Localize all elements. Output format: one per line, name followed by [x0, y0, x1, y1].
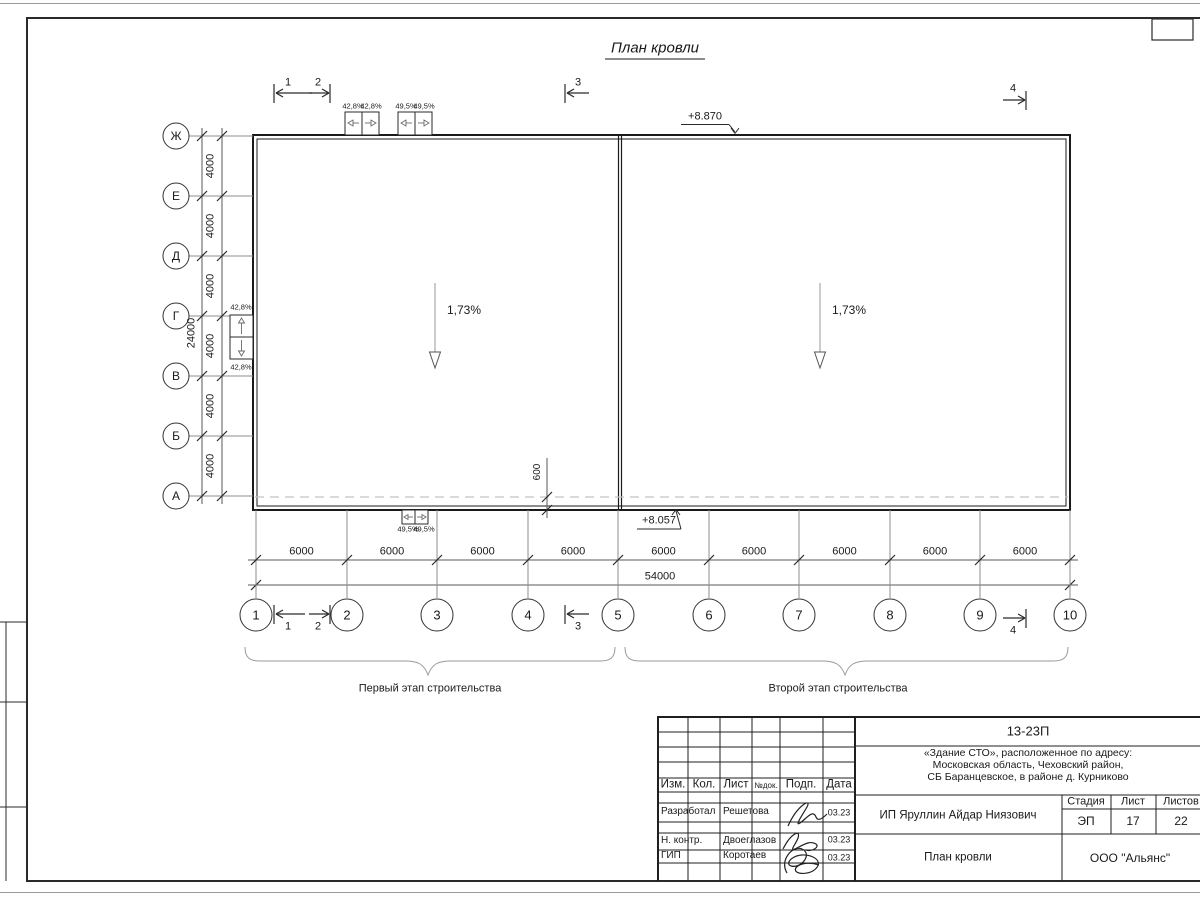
tb-col-list: Лист — [723, 778, 749, 791]
dimension-lines — [202, 128, 1078, 585]
col-dim-label: 6000 — [741, 545, 767, 558]
tb-address-line3: СБ Баранцевское, в районе д. Курниково — [927, 770, 1129, 783]
row-dim-label: 4000 — [204, 393, 217, 419]
tb-client: ИП Яруллин Айдар Ниязович — [879, 809, 1037, 822]
sheet-title: План кровли — [605, 41, 705, 60]
col-axis-label: 6 — [705, 607, 713, 623]
slope-arrow-left — [430, 283, 441, 368]
stage2-label: Второй этап строительства — [768, 682, 908, 695]
tb-sheet-label: Лист — [1121, 795, 1145, 808]
section-mark-2-top: 2 — [314, 76, 322, 89]
tb-project-code: 13-23П — [1006, 723, 1050, 739]
row-total-dim: 24000 — [185, 317, 198, 349]
col-dim-label: 6000 — [922, 545, 948, 558]
col-dim-label: 6000 — [651, 545, 676, 558]
tb-stage-value: ЭП — [1077, 814, 1095, 828]
col-dim-label: 6000 — [470, 545, 495, 558]
hatch-left-label: 42,8% — [230, 362, 252, 372]
row-axis-label: Ж — [170, 129, 182, 143]
col-axis-label: 4 — [524, 607, 532, 623]
tb-col-kol: Кол. — [692, 778, 716, 791]
col-dim-label: 6000 — [832, 545, 857, 558]
tb-role-developer: Разработал — [661, 806, 716, 817]
row-dim-label: 4000 — [204, 333, 217, 359]
parapet-offset-label: 600 — [532, 463, 543, 481]
row-axis-label: В — [171, 369, 181, 383]
tb-company: ООО "Альянс" — [1089, 851, 1171, 865]
col-axis-label: 1 — [252, 607, 260, 623]
tb-sheet-value: 17 — [1126, 814, 1140, 828]
roof-hatch-boxes-top — [345, 112, 432, 135]
roof-outline-inner — [257, 139, 1066, 506]
tb-address-line1: «Здание СТО», расположенное по адресу: — [923, 746, 1133, 759]
section-mark-4-top: 4 — [1009, 82, 1017, 95]
row-axis-label: Г — [172, 309, 180, 323]
slope-label-right: 1,73% — [832, 303, 867, 317]
tb-sheet-title: План кровли — [924, 851, 992, 864]
tb-name-gip: Коротаев — [723, 850, 767, 861]
col-axis-label: 9 — [976, 607, 984, 623]
tb-address-line2: Московская область, Чеховский район, — [932, 758, 1124, 771]
tb-role-ncontr: Н. контр. — [661, 835, 703, 846]
section-mark-3-bottom: 3 — [574, 620, 582, 633]
hatch-top-label: 49,5% — [395, 101, 417, 111]
tb-col-izm: Изм. — [660, 778, 686, 791]
section-mark-4-bottom: 4 — [1009, 624, 1017, 637]
hatch-bottom-label: 49,5% — [413, 524, 435, 534]
stage1-brace — [245, 647, 615, 675]
elevation-bottom-label: +8.057 — [642, 514, 676, 527]
tb-role-gip: ГИП — [661, 850, 681, 861]
row-axis-label: Б — [172, 429, 180, 443]
signature-reshetova — [788, 803, 827, 826]
tb-date-gip: 03.23 — [827, 852, 851, 863]
col-dim-label: 6000 — [560, 545, 586, 558]
section-mark-1-top: 1 — [284, 76, 292, 89]
col-total-dim: 54000 — [644, 570, 676, 583]
col-axis-label: 3 — [433, 607, 441, 623]
row-dim-label: 4000 — [204, 213, 217, 239]
hatch-top-label: 42,8% — [360, 101, 382, 111]
slope-label-left: 1,73% — [447, 303, 482, 317]
hatch-bottom-label: 49,5% — [397, 524, 419, 534]
row-dim-label: 4000 — [204, 453, 217, 479]
tb-stage-label: Стадия — [1067, 795, 1105, 808]
col-axis-label: 10 — [1062, 607, 1078, 623]
hatch-top-label: 49,5% — [413, 101, 435, 111]
signature-korotaev — [785, 848, 819, 873]
stage1-label: Первый этап строительства — [358, 682, 502, 695]
col-axis-label: 5 — [614, 607, 622, 623]
tb-date-ncontr: 03.23 — [827, 834, 851, 845]
section-mark-1-bottom: 1 — [284, 620, 292, 633]
roof-outline-outer — [253, 135, 1070, 510]
frame-corner-box — [1152, 19, 1193, 40]
row-dim-label: 4000 — [204, 153, 217, 179]
col-axis-label: 8 — [886, 607, 894, 623]
tb-name-ncontr: Двоеглазов — [723, 835, 777, 846]
col-axis-label: 2 — [343, 607, 351, 623]
row-axis-label: Е — [171, 189, 181, 203]
tb-col-ndok: №док. — [754, 781, 778, 790]
tb-date-developer: 03.23 — [827, 807, 851, 818]
hatch-left-label: 42,8% — [230, 302, 252, 312]
tb-col-data: Дата — [826, 778, 852, 791]
col-axis-label: 7 — [795, 607, 803, 623]
tb-sheets-value: 22 — [1174, 814, 1188, 828]
row-axis-label: Д — [171, 249, 181, 263]
row-axis-label: А — [171, 489, 181, 503]
frame-left-attachment — [0, 622, 27, 881]
elevation-top-label: +8.870 — [688, 110, 722, 123]
row-dim-label: 4000 — [204, 273, 217, 299]
tb-name-developer: Решетова — [723, 806, 769, 817]
section-mark-3-top: 3 — [574, 76, 582, 89]
col-dim-label: 6000 — [1012, 545, 1038, 558]
slope-arrow-right — [815, 283, 826, 368]
tb-col-podp: Подп. — [785, 778, 817, 791]
col-dim-label: 6000 — [379, 545, 405, 558]
stage2-brace — [625, 647, 1068, 675]
hatch-top-label: 42,8% — [342, 101, 364, 111]
tb-sheets-label: Листов — [1163, 795, 1199, 808]
elevation-top-leader — [681, 125, 739, 134]
section-mark-2-bottom: 2 — [314, 620, 322, 633]
col-dim-label: 6000 — [289, 545, 314, 558]
